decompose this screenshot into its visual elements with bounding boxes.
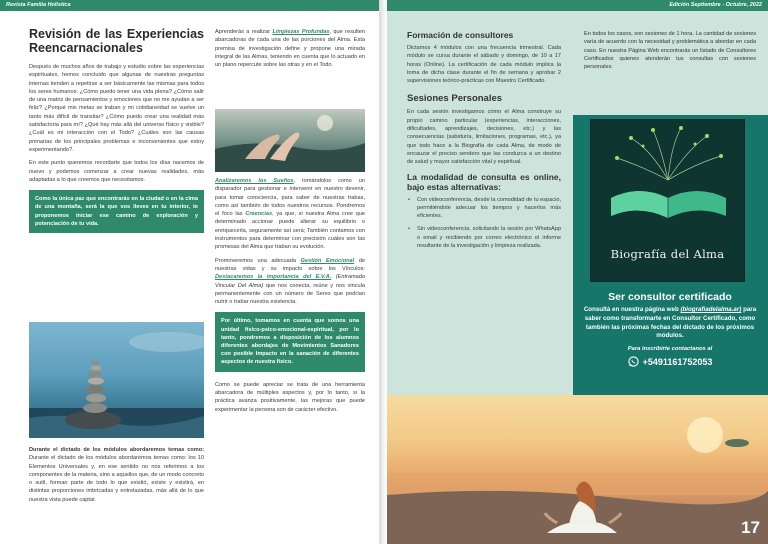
- emotions-text-c: que nos conecta, reúne y nos vincula permanentemente con un número de Seres que podrían nutrir o trabar nuestra existencia.: [215, 282, 365, 306]
- reminder-paragraph: En este punto queremos recordarte que todos los días nacemos de nuevo y podemos comenzar a crear nuevas realidades, más adaptadas a lo que creemos que necesitamos.: [29, 160, 204, 183]
- left-page: [0, 0, 379, 544]
- modules-paragraph: Durante el dictado de los módulos abordaremos temas como: Durante el dictado de los módulos abordaremos temas como: los 10 Elementos Universales y, en ese sentido no nos referimos a los componentes de la materia, sino a aquellos que, de un modo concreto o sutil, forman parte de todo lo que existió, existe y existirá, en distintas proporciones imbricadas y entrelazadas, más allá de lo que nuestra vista puede captar.: [29, 447, 204, 503]
- cleansing-text-b: , que resulten abarcadoras de cada una de las porciones del Alma. Esta premisa de investigación define y propone una mirada integral de las Almas, teniendo en cuenta que lo actuado en un plano repercute sobre las otras y en el Todo.: [215, 29, 365, 69]
- right-column-1: [407, 30, 561, 255]
- promo-title: Ser consultor certificado: [608, 291, 732, 303]
- sessions-heading: Sesiones Personales: [407, 93, 503, 105]
- promo-text-a: Consultá en nuestra página web: [583, 306, 679, 313]
- running-head-right: Edición Septiembre - Octubre, 2022: [387, 0, 768, 11]
- training-heading: Formación de consultores: [407, 30, 514, 40]
- modality-heading: La modalidad de consulta es online, bajo estas alternativas:: [407, 171, 561, 192]
- sessions-paragraph: En cada sesión investigamos cómo el Alma construye su propio camino particular (experiencias, interacciones, dificultades, aprendizajes, decisiones, etc.) y las consecuencias (sabiduría, limitaciones, programas, etc.), ya que todo hace a la Biografía de cada Alma, de modo de encauzar el preciso sendero que las conduzca a un destino de salud y mayor satisfacción vital y espiritual.: [407, 109, 561, 166]
- page-gutter: [379, 0, 387, 544]
- eva-link[interactable]: Destacaremos la importancia del E.V.A.: [215, 274, 332, 281]
- analizaremos-suenos-link[interactable]: Analizaremos los Sueños: [215, 178, 294, 184]
- peace-callout: Como la única paz que encontrarás en la ciudad o en la cima de una montaña, será la que vos lleves en tu interior, te proponemos iniciar ese camino de exploración y potenciación de tu vida.: [29, 190, 204, 233]
- left-column-1: [29, 28, 204, 233]
- emotions-paragraph: [215, 257, 365, 307]
- dreams-paragraph: [215, 177, 365, 252]
- eva-explanation: (Entramado Vincular Del Alma): [215, 274, 365, 289]
- stacked-stones-photo: [29, 322, 204, 438]
- limpiezas-profundas-link[interactable]: Limpiezas Profundas: [272, 29, 330, 35]
- cleansing-paragraph: [215, 28, 365, 69]
- right-column-2: [584, 30, 756, 76]
- left-column-2: [215, 28, 365, 74]
- stacked-stones-image: [29, 322, 204, 438]
- dreams-text-a: , tomándolos como un disparador para gestionar e intervenir en nuestro devenir, para tomar consciencia, para saber de nuestras trabas, como así también de todos nuestros recursos. Pondremos el foco las: [215, 178, 365, 218]
- phone-number: +5491161752053: [642, 356, 713, 367]
- modules-text: Durante el dictado de los módulos abordaremos temas como: los 10 Elementos Universales y, en ese sentido no nos referimos a los componentes de la materia, sino a aquellos que, de un modo concreto o sutil, forman parte de todo lo que existió, existe y existirá, en distintas proporciones imbricadas y entrelazadas, más allá de lo que nuestra vista puede captar.: [29, 455, 204, 503]
- certification-promo: [582, 291, 758, 367]
- open-hands-photo: [215, 109, 365, 172]
- biografia-book-card: [590, 119, 745, 282]
- meditating-woman-image: [387, 395, 768, 544]
- whatsapp-contact[interactable]: [582, 356, 758, 367]
- closing-paragraph: Como se puede apreciar se trata de una herramienta abarcadora de múltiples aspectos y, por lo tanto, si la práctica avanza positivamente, las mejoras que puede experimentar la persona son de carácter efectivo.: [215, 381, 365, 413]
- meditation-beach-photo: [387, 395, 768, 544]
- sessions-info-paragraph: En todos los casos, son sesiones de 1 hora. La cantidad de sesiones varía de acuerdo con la necesidad y problemática a abordar en cada caso. En nuestra Página Web encontrarás un listado de Consultores Certificados quienes atenderán tus consultas con sesiones personales.: [584, 31, 756, 71]
- dreams-text-b: , ya que, si nuestra Alma cree que determinado accionar puede alterar su equilibrio o enriquecerla, seguramente así será; También contamos con instrumentos para determinar con precisión cuáles son las promesas del Alma que traban su evolución.: [215, 211, 365, 251]
- running-head-left: Revista Familia Holística: [0, 0, 379, 11]
- promo-body: [582, 306, 758, 341]
- emotions-text-a: Promoveremos una adecuada: [215, 257, 301, 264]
- right-page: [387, 0, 768, 544]
- left-column-1-bottom: [29, 446, 204, 509]
- promo-text-b: para saber como transformarte en Consultor Certificado, como también las próximas fechas del dictado de los próximos módulos.: [584, 306, 757, 340]
- healing-callout: Por último, tomamos en cuenta que somos una unidad físico-psico-emocional-espiritual, por lo tanto, pondremos a disposición de los alumnos diferentes abordajes de Movimientos Sanadores con posible Impacto en la sanación de diferentes aspectos de nuestra físico.: [215, 312, 365, 371]
- modality-item-video: • Con videoconferencia, desde la comodidad de tu espacio, permitiéndote adecuar los tiempos y hacerlos más eficientes.: [407, 196, 561, 221]
- article-title: Revisión de las Experiencias Reencarnacionales: [29, 27, 204, 55]
- gestion-emocional-link[interactable]: Gestión Emocional: [300, 257, 355, 264]
- website-link[interactable]: (biografiadelalma.ar): [680, 306, 742, 313]
- modality-item-no-video: • Sin videoconferencia, solicitando la sesión por WhatsApp o email y recibiendo por correo electrónico el informe resultante de la investigación y limpieza realizada.: [407, 225, 561, 250]
- training-paragraph: Dictamos 4 módulos con una frecuencia trimestral. Cada módulo se cursa durante el sábado y domingo, de 10 a 17 horas (Online). La certificación de cada módulo implica la toma de dicha clase durante el fin de semana y aprobar 2 supervisiones teórico-prácticas con Maestro Certificado.: [407, 45, 561, 85]
- intro-paragraph: Después de muchos años de trabajo y estudio sobre las experiencias espirituales, hemos concluido que algunas de nuestras preguntas internas tienden a repetirse a ser básicamente las mismas para todos los seres humanos: ¿Cómo puedo tener una vida plena? ¿Cómo salir de una matriz de pensamientos y emociones que no me ayudan a ser feliz? ¿Porqué mis metas se traban y mi cotidianeidad se vuelve un tanto más difícil de transitar? ¿Cómo puedo crear una realidad más satisfactoria para mí? ¿Qué hay más allá del universo físico y visible? ¿Cuál es mi interacción con el Todo? ¿Cuáles son las causas primarias de los principales problemas e inconvenientes que estoy experimentando?.: [29, 64, 204, 153]
- open-hands-image: [215, 109, 365, 172]
- page-number: 17: [741, 518, 760, 537]
- creencias-highlight: Creencias: [245, 211, 273, 218]
- emotions-text-b: de nuestras vidas y su impacto sobre los Vínculos:: [215, 257, 366, 272]
- promo-contact: Para inscribirte contactanos al: [627, 346, 713, 353]
- open-book-icon: [591, 120, 746, 240]
- left-column-2-mid: [215, 177, 365, 419]
- cleansing-text-a: Aprenderás a realizar: [215, 29, 273, 35]
- whatsapp-icon: [628, 356, 639, 367]
- modality-list: [407, 196, 561, 251]
- book-card-title: Biografía del Alma: [610, 247, 725, 261]
